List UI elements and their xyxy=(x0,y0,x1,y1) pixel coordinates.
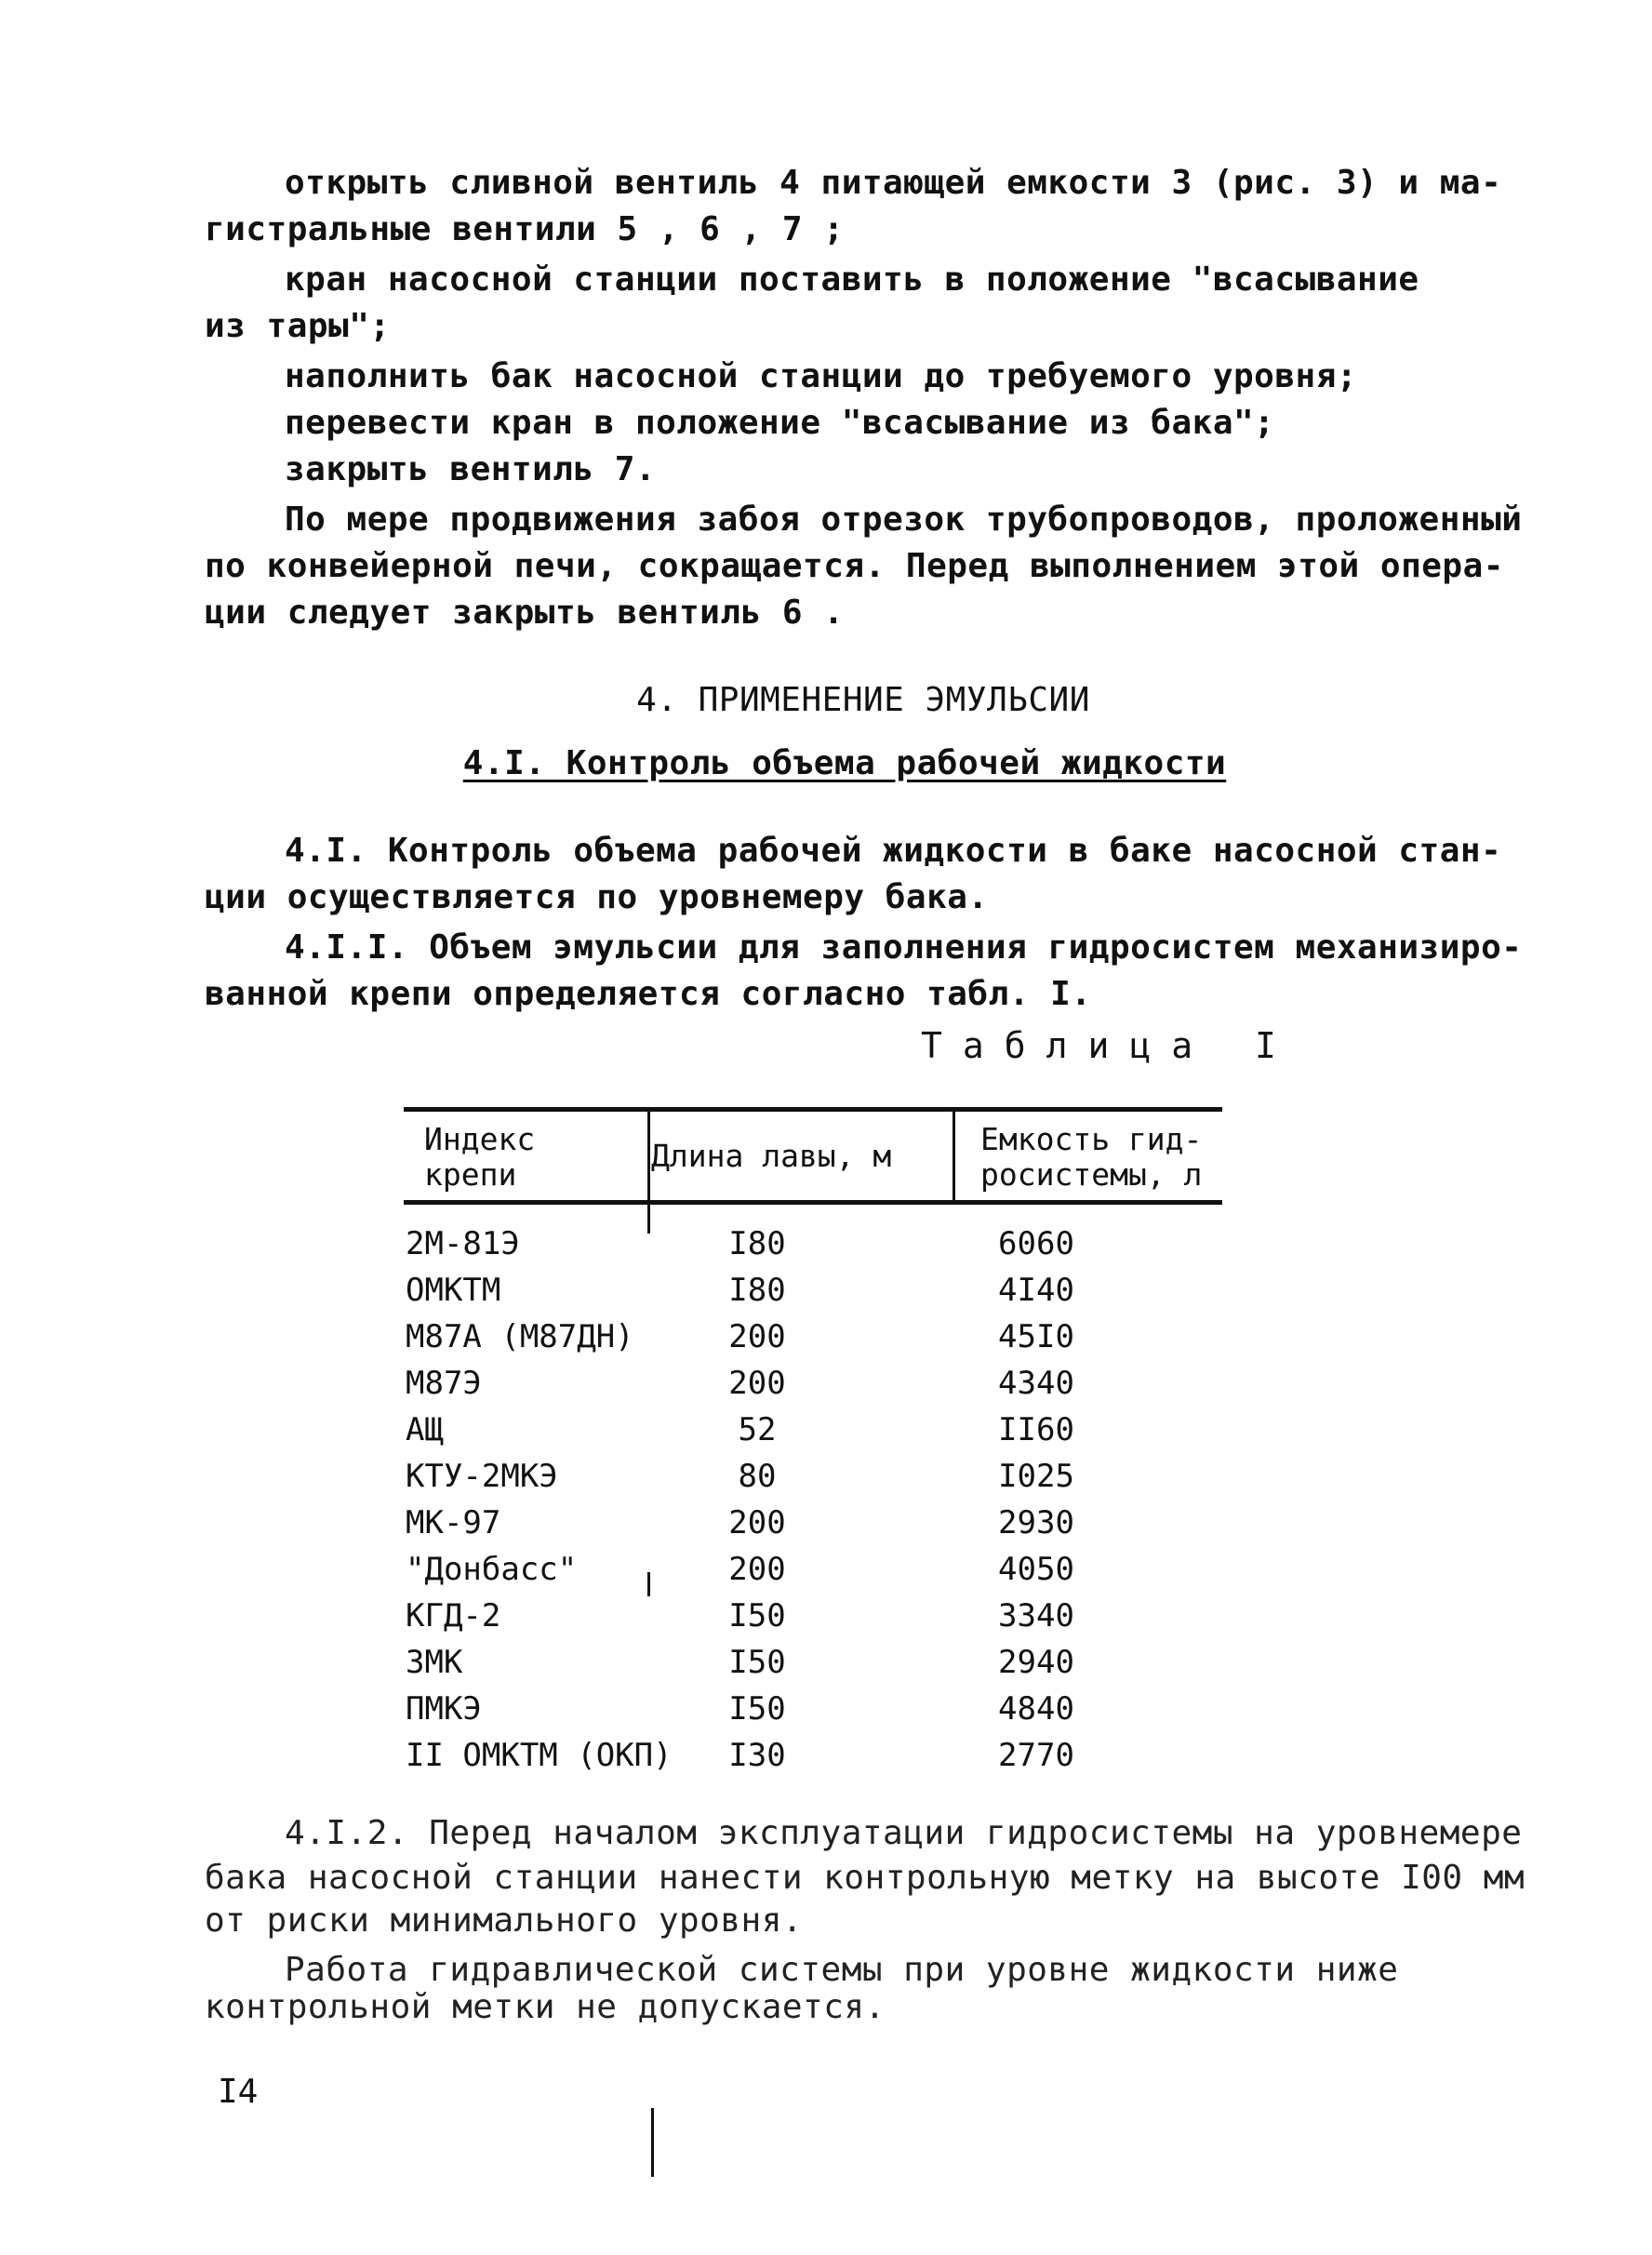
cell-capacity: 3340 xyxy=(998,1597,1074,1635)
page-number: I4 xyxy=(218,2073,259,2111)
intro-line: перевести кран в положение "всасывание из бака"; xyxy=(285,404,1275,442)
cell-capacity: 4340 xyxy=(998,1365,1074,1402)
cell-length: I80 xyxy=(728,1272,786,1309)
cell-length: 200 xyxy=(728,1365,786,1402)
cell-index: ПМКЭ xyxy=(406,1690,482,1728)
paragraph-4-1 xyxy=(205,828,1523,1018)
cell-index: КТУ-2МКЭ xyxy=(406,1458,558,1495)
header-length: Длина лавы, м xyxy=(651,1138,892,1174)
cell-capacity: 2940 xyxy=(998,1644,1074,1681)
cell-length: I30 xyxy=(728,1737,786,1774)
section-subtitle xyxy=(19,744,1652,782)
table-row xyxy=(404,1267,1222,1314)
paragraph-line: от риски минимального уровня. xyxy=(205,1901,804,1940)
intro-line: из тары"; xyxy=(205,307,391,345)
table-divider xyxy=(647,1107,650,1204)
intro-line: открыть сливной вентиль 4 питающей емкости 3 (рис. 3) и ма- xyxy=(285,164,1502,202)
intro-line: кран насосной станции поставить в положение "всасывание xyxy=(285,260,1419,299)
table-divider xyxy=(953,1107,955,1204)
paragraph-line: 4.I.2. Перед началом эксплуатации гидросистемы на уровнемере xyxy=(285,1814,1523,1852)
intro-text xyxy=(205,160,1523,636)
cell-length: I50 xyxy=(728,1644,786,1681)
section-title: 4. ПРИМЕНЕНИЕ ЭМУЛЬСИИ xyxy=(636,681,1090,719)
table-caption: Таблица I xyxy=(921,1025,1297,1066)
intro-line: ции следует закрыть вентиль 6 . xyxy=(205,594,845,632)
intro-line: наполнить бак насосной станции до требуемого уровня; xyxy=(285,357,1358,395)
header-capacity-line: Емкость гид- xyxy=(980,1121,1203,1157)
cell-capacity: 2930 xyxy=(998,1504,1074,1541)
table-divider-fragment xyxy=(651,2108,654,2177)
header-capacity-line: росистемы, л xyxy=(980,1156,1203,1193)
cell-length: 52 xyxy=(738,1411,777,1448)
cell-index: 2М-81Э xyxy=(406,1225,520,1262)
table-row xyxy=(404,1221,1222,1267)
paragraph-line: бака насосной станции нанести контрольную метку на высоте I00 мм xyxy=(205,1859,1525,1897)
table-row xyxy=(404,1453,1222,1500)
header-capacity xyxy=(980,1122,1202,1193)
cell-capacity: 4I40 xyxy=(998,1272,1074,1309)
cell-capacity: 4050 xyxy=(998,1551,1074,1588)
table-top-rule xyxy=(404,1107,1222,1112)
cell-capacity: 45I0 xyxy=(998,1318,1074,1355)
cell-index: II ОМКТМ (ОКП) xyxy=(406,1737,673,1774)
intro-line: по конвейерной печи, сокращается. Перед выполнением этой опера- xyxy=(205,547,1504,585)
cell-length: I50 xyxy=(728,1597,786,1635)
header-index-line: Индекс xyxy=(424,1121,536,1157)
table-row xyxy=(404,1593,1222,1639)
cell-capacity: 6060 xyxy=(998,1225,1074,1262)
paragraph-line: Работа гидравлической системы при уровне жидкости ниже xyxy=(285,1951,1399,1989)
section-subtitle-text: 4.I. Контроль объема рабочей жидкости xyxy=(462,744,1227,782)
table-row xyxy=(404,1407,1222,1453)
cell-length: I50 xyxy=(728,1690,786,1728)
table-row xyxy=(404,1686,1222,1732)
table-row xyxy=(404,1639,1222,1686)
paragraph-line: ции осуществляется по уровнемеру бака. xyxy=(205,878,989,916)
cell-index: М87А (М87ДН) xyxy=(406,1318,634,1355)
table-row xyxy=(404,1314,1222,1360)
cell-capacity: 2770 xyxy=(998,1737,1074,1774)
cell-length: 200 xyxy=(728,1318,786,1355)
cell-index: "Донбасс" xyxy=(406,1551,578,1588)
paragraph-line: 4.I. Контроль объема рабочей жидкости в баке насосной стан- xyxy=(285,832,1502,870)
cell-index: ЗМК xyxy=(406,1644,463,1681)
cell-index: ОМКТМ xyxy=(406,1272,501,1309)
cell-length: 200 xyxy=(728,1504,786,1541)
intro-line: гистральные вентили 5 , 6 , 7 ; xyxy=(205,210,845,248)
cell-index: МК-97 xyxy=(406,1504,501,1541)
paragraph-4-1-2 xyxy=(205,1810,1525,2026)
paragraph-line: 4.I.I. Объем эмульсии для заполнения гидросистем механизиро- xyxy=(285,928,1523,967)
cell-capacity: 4840 xyxy=(998,1690,1074,1728)
cell-index: КГД-2 xyxy=(406,1597,501,1635)
table-row xyxy=(404,1732,1222,1779)
header-index-line: крепи xyxy=(424,1156,517,1193)
cell-length: I80 xyxy=(728,1225,786,1262)
paragraph-line: ванной крепи определяется согласно табл. I. xyxy=(205,975,1092,1013)
header-index xyxy=(424,1122,535,1193)
table-row xyxy=(404,1500,1222,1546)
cell-capacity: II60 xyxy=(998,1411,1074,1448)
intro-line: По мере продвижения забоя отрезок трубопроводов, проложенный xyxy=(285,500,1523,539)
table-row xyxy=(404,1546,1222,1593)
table-row xyxy=(404,1360,1222,1407)
intro-line: закрыть вентиль 7. xyxy=(285,450,657,488)
table-header-rule xyxy=(404,1200,1222,1205)
cell-capacity: I025 xyxy=(998,1458,1074,1495)
cell-length: 80 xyxy=(738,1458,777,1495)
cell-length: 200 xyxy=(728,1551,786,1588)
cell-index: М87Э xyxy=(406,1365,482,1402)
cell-index: АЩ xyxy=(406,1411,444,1448)
paragraph-line: контрольной метки не допускается. xyxy=(205,1988,886,2026)
